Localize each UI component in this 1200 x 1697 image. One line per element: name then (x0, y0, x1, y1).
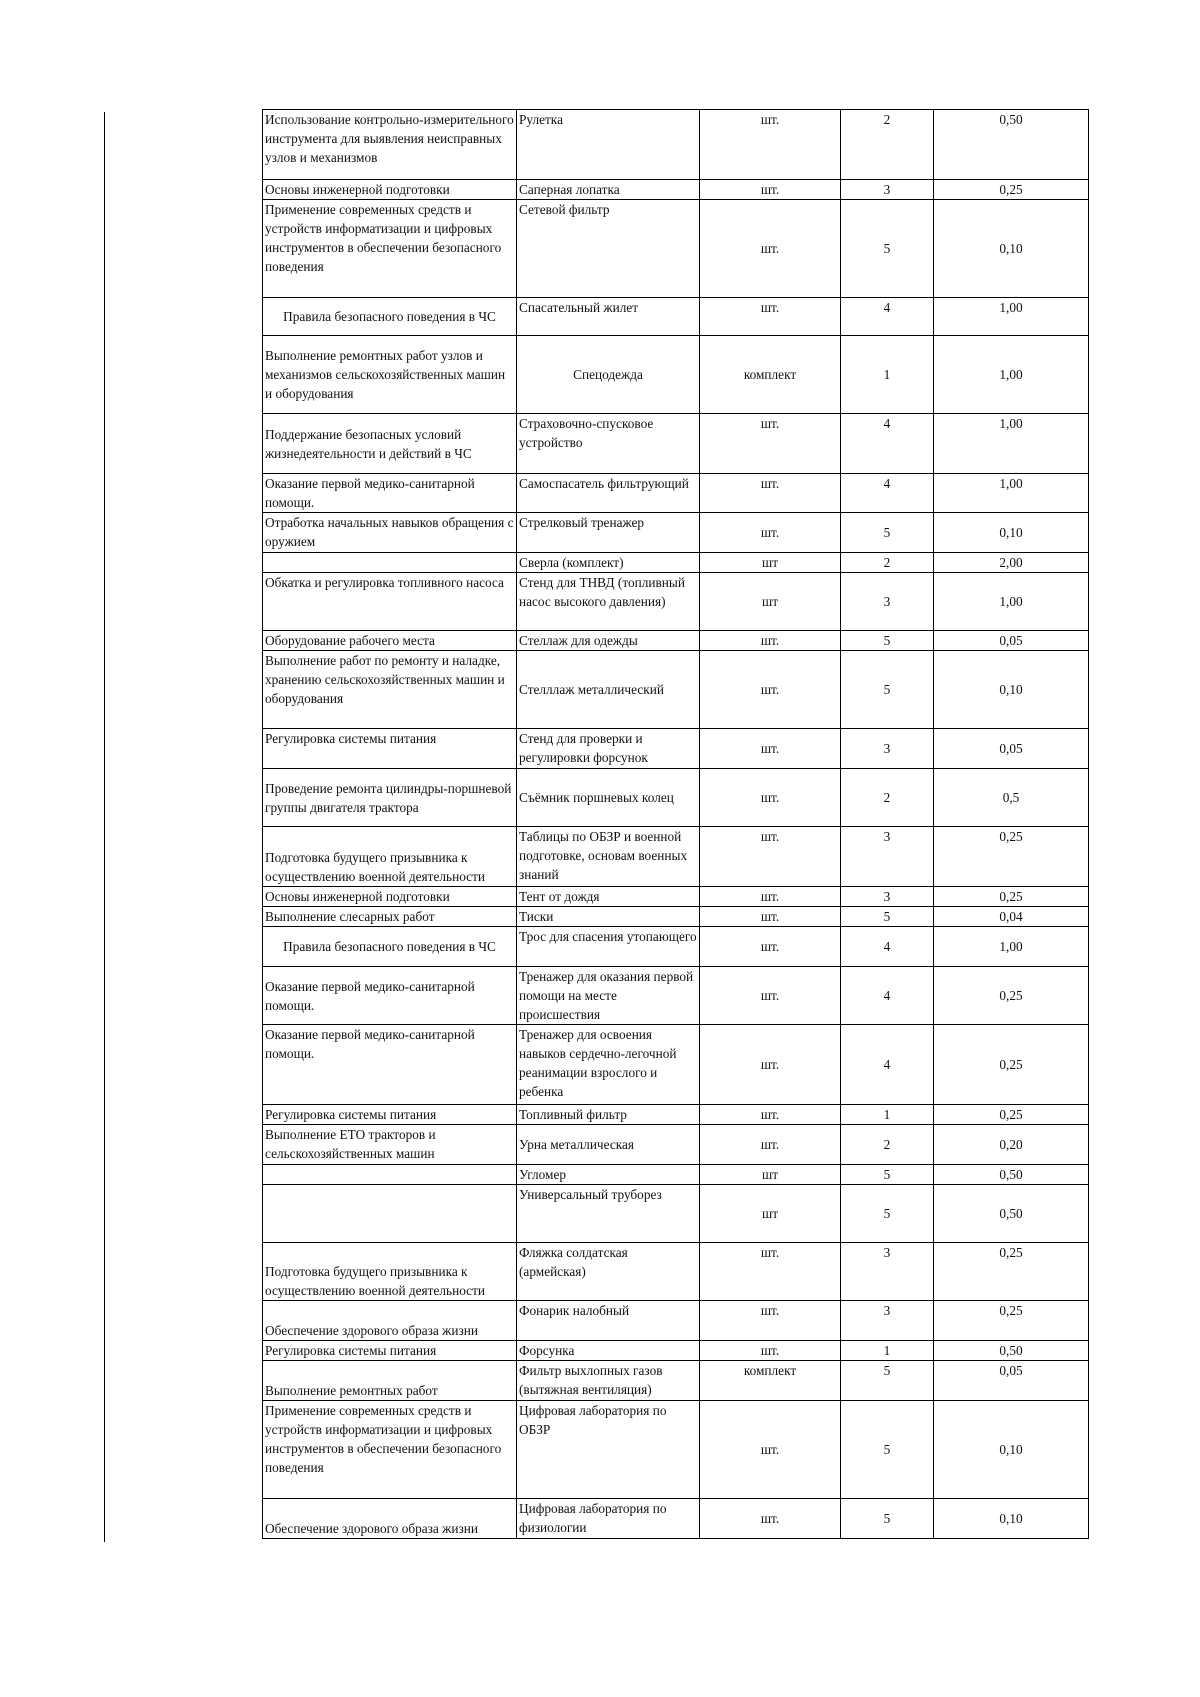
equipment-name-cell: Стеллаж для одежды (517, 631, 700, 651)
equipment-name-cell: Тент от дождя (517, 887, 700, 907)
unit-cell: шт (700, 553, 841, 573)
equipment-name-cell: Тренажер для оказания первой помощи на месте происшествия (517, 967, 700, 1025)
unit-cell: шт. (700, 631, 841, 651)
table-row (263, 887, 1089, 907)
activity-cell: Выполнение ЕТО тракторов и сельскохозяйственных машин (263, 1125, 517, 1165)
activity-cell: Проведение ремонта цилиндры-поршневой группы двигателя трактора (263, 769, 517, 827)
equipment-name-cell: Страховочно-спусковое устройство (517, 414, 700, 474)
unit-cell: шт. (700, 474, 841, 513)
table-row (263, 907, 1089, 927)
quantity-cell: 4 (841, 474, 934, 513)
quantity-cell: 5 (841, 907, 934, 927)
rate-cell: 0,10 (934, 651, 1089, 729)
unit-cell: шт. (700, 1341, 841, 1361)
quantity-cell: 3 (841, 573, 934, 631)
quantity-cell: 5 (841, 1499, 934, 1539)
activity-cell: Выполнение работ по ремонту и наладке, хранению сельскохозяйственных машин и оборудования (263, 651, 517, 729)
quantity-cell: 4 (841, 1025, 934, 1105)
table-row (263, 1105, 1089, 1125)
equipment-name-cell: Стенд для проверки и регулировки форсунок (517, 729, 700, 769)
page-margin-line (104, 112, 105, 1542)
unit-cell: шт. (700, 180, 841, 200)
quantity-cell: 2 (841, 553, 934, 573)
activity-cell: Подготовка будущего призывника к осуществлению военной деятельности (263, 1243, 517, 1301)
unit-cell: шт. (700, 967, 841, 1025)
equipment-name-cell: Цифровая лаборатория по физиологии (517, 1499, 700, 1539)
rate-cell: 1,00 (934, 927, 1089, 967)
unit-cell: шт. (700, 1301, 841, 1341)
table-row (263, 769, 1089, 827)
equipment-table (262, 109, 1089, 1539)
rate-cell: 0,25 (934, 1243, 1089, 1301)
quantity-cell: 3 (841, 729, 934, 769)
equipment-name-cell: Стенд для ТНВД (топливный насос высокого давления) (517, 573, 700, 631)
unit-cell: шт. (700, 1401, 841, 1499)
unit-cell: комплект (700, 336, 841, 414)
unit-cell: шт. (700, 1499, 841, 1539)
quantity-cell: 1 (841, 1341, 934, 1361)
equipment-name-cell: Стрелковый тренажер (517, 513, 700, 553)
activity-cell: Обеспечение здорового образа жизни (263, 1301, 517, 1341)
unit-cell: шт. (700, 907, 841, 927)
rate-cell: 1,00 (934, 474, 1089, 513)
table-row (263, 336, 1089, 414)
activity-cell: Применение современных средств и устройств информатизации и цифровых инструментов в обеспечении безопасного поведения (263, 200, 517, 298)
quantity-cell: 4 (841, 298, 934, 336)
activity-cell (263, 553, 517, 573)
equipment-name-cell: Тренажер для освоения навыков сердечно-легочной реанимации взрослого и ребенка (517, 1025, 700, 1105)
table-row (263, 1243, 1089, 1301)
activity-cell: Основы инженерной подготовки (263, 180, 517, 200)
rate-cell: 0,5 (934, 769, 1089, 827)
activity-cell: Оказание первой медико-санитарной помощи. (263, 474, 517, 513)
equipment-name-cell: Спецодежда (517, 336, 700, 414)
quantity-cell: 1 (841, 336, 934, 414)
unit-cell: шт. (700, 1125, 841, 1165)
activity-cell: Отработка начальных навыков обращения с оружием (263, 513, 517, 553)
quantity-cell: 5 (841, 631, 934, 651)
table-row (263, 1301, 1089, 1341)
activity-cell: Обеспечение здорового образа жизни (263, 1499, 517, 1539)
activity-cell: Правила безопасного поведения в ЧС (263, 927, 517, 967)
activity-cell: Оказание первой медико-санитарной помощи. (263, 967, 517, 1025)
activity-cell: Выполнение ремонтных работ (263, 1361, 517, 1401)
quantity-cell: 5 (841, 1185, 934, 1243)
table-row (263, 927, 1089, 967)
unit-cell: комплект (700, 1361, 841, 1401)
rate-cell: 0,50 (934, 110, 1089, 180)
quantity-cell: 5 (841, 1401, 934, 1499)
table-row (263, 827, 1089, 887)
quantity-cell: 1 (841, 1105, 934, 1125)
rate-cell: 0,25 (934, 180, 1089, 200)
unit-cell: шт. (700, 414, 841, 474)
equipment-name-cell: Трос для спасения утопающего (517, 927, 700, 967)
table-row (263, 1341, 1089, 1361)
rate-cell: 0,05 (934, 1361, 1089, 1401)
unit-cell: шт. (700, 110, 841, 180)
table-row (263, 1499, 1089, 1539)
table-row (263, 553, 1089, 573)
rate-cell: 0,50 (934, 1341, 1089, 1361)
unit-cell: шт. (700, 651, 841, 729)
rate-cell: 1,00 (934, 573, 1089, 631)
equipment-name-cell: Стелллаж металлический (517, 651, 700, 729)
unit-cell: шт. (700, 1243, 841, 1301)
activity-cell (263, 1165, 517, 1185)
unit-cell: шт. (700, 729, 841, 769)
table-row (263, 651, 1089, 729)
equipment-name-cell: Спасательный жилет (517, 298, 700, 336)
unit-cell: шт. (700, 1025, 841, 1105)
table-row (263, 1401, 1089, 1499)
table-row (263, 513, 1089, 553)
activity-cell: Оборудование рабочего места (263, 631, 517, 651)
activity-cell: Регулировка системы питания (263, 1105, 517, 1125)
quantity-cell: 4 (841, 967, 934, 1025)
equipment-name-cell: Саперная лопатка (517, 180, 700, 200)
rate-cell: 0,05 (934, 631, 1089, 651)
quantity-cell: 5 (841, 200, 934, 298)
activity-cell: Регулировка системы питания (263, 729, 517, 769)
quantity-cell: 5 (841, 1361, 934, 1401)
table-row (263, 298, 1089, 336)
unit-cell: шт (700, 1185, 841, 1243)
equipment-name-cell: Фильтр выхлопных газов (вытяжная вентиляция) (517, 1361, 700, 1401)
rate-cell: 0,25 (934, 967, 1089, 1025)
table-row (263, 631, 1089, 651)
table-row (263, 180, 1089, 200)
unit-cell: шт. (700, 887, 841, 907)
equipment-name-cell: Фляжка солдатская (армейская) (517, 1243, 700, 1301)
rate-cell: 1,00 (934, 336, 1089, 414)
activity-cell: Подготовка будущего призывника к осуществлению военной деятельности (263, 827, 517, 887)
equipment-name-cell: Тиски (517, 907, 700, 927)
unit-cell: шт. (700, 200, 841, 298)
equipment-name-cell: Фонарик налобный (517, 1301, 700, 1341)
quantity-cell: 2 (841, 769, 934, 827)
rate-cell: 0,25 (934, 1301, 1089, 1341)
quantity-cell: 4 (841, 414, 934, 474)
table-row (263, 1165, 1089, 1185)
quantity-cell: 5 (841, 651, 934, 729)
rate-cell: 0,05 (934, 729, 1089, 769)
activity-cell: Поддержание безопасных условий жизнедеятельности и действий в ЧС (263, 414, 517, 474)
equipment-name-cell: Урна металлическая (517, 1125, 700, 1165)
unit-cell: шт. (700, 769, 841, 827)
activity-cell: Применение современных средств и устройств информатизации и цифровых инструментов в обеспечении безопасного поведения (263, 1401, 517, 1499)
equipment-name-cell: Универсальный труборез (517, 1185, 700, 1243)
equipment-name-cell: Форсунка (517, 1341, 700, 1361)
table-row (263, 200, 1089, 298)
quantity-cell: 5 (841, 513, 934, 553)
activity-cell: Регулировка системы питания (263, 1341, 517, 1361)
rate-cell: 0,04 (934, 907, 1089, 927)
equipment-name-cell: Топливный фильтр (517, 1105, 700, 1125)
activity-cell: Оказание первой медико-санитарной помощи. (263, 1025, 517, 1105)
unit-cell: шт. (700, 827, 841, 887)
unit-cell: шт. (700, 927, 841, 967)
rate-cell: 0,10 (934, 200, 1089, 298)
quantity-cell: 2 (841, 1125, 934, 1165)
rate-cell: 0,25 (934, 1025, 1089, 1105)
quantity-cell: 3 (841, 1301, 934, 1341)
activity-cell (263, 1185, 517, 1243)
unit-cell: шт. (700, 513, 841, 553)
rate-cell: 0,10 (934, 1499, 1089, 1539)
quantity-cell: 3 (841, 827, 934, 887)
activity-cell: Обкатка и регулировка топливного насоса (263, 573, 517, 631)
rate-cell: 0,25 (934, 827, 1089, 887)
activity-cell: Использование контрольно-измерительного инструмента для выявления неисправных узлов и механизмов (263, 110, 517, 180)
unit-cell: шт. (700, 1105, 841, 1125)
activity-cell: Правила безопасного поведения в ЧС (263, 298, 517, 336)
rate-cell: 0,10 (934, 1401, 1089, 1499)
quantity-cell: 4 (841, 927, 934, 967)
table-row (263, 1125, 1089, 1165)
activity-cell: Выполнение слесарных работ (263, 907, 517, 927)
quantity-cell: 5 (841, 1165, 934, 1185)
quantity-cell: 3 (841, 180, 934, 200)
equipment-name-cell: Таблицы по ОБЗР и военной подготовке, основам военных знаний (517, 827, 700, 887)
unit-cell: шт. (700, 298, 841, 336)
table-row (263, 967, 1089, 1025)
activity-cell: Основы инженерной подготовки (263, 887, 517, 907)
table-row (263, 729, 1089, 769)
equipment-name-cell: Съёмник поршневых колец (517, 769, 700, 827)
rate-cell: 0,50 (934, 1185, 1089, 1243)
rate-cell: 1,00 (934, 414, 1089, 474)
rate-cell: 1,00 (934, 298, 1089, 336)
equipment-name-cell: Угломер (517, 1165, 700, 1185)
table-row (263, 474, 1089, 513)
table-row (263, 1185, 1089, 1243)
quantity-cell: 2 (841, 110, 934, 180)
rate-cell: 0,25 (934, 1105, 1089, 1125)
table-row (263, 1025, 1089, 1105)
equipment-name-cell: Сверла (комплект) (517, 553, 700, 573)
rate-cell: 0,25 (934, 887, 1089, 907)
unit-cell: шт (700, 1165, 841, 1185)
rate-cell: 2,00 (934, 553, 1089, 573)
unit-cell: шт (700, 573, 841, 631)
activity-cell: Выполнение ремонтных работ узлов и механизмов сельскохозяйственных машин и оборудования (263, 336, 517, 414)
table-row (263, 1361, 1089, 1401)
equipment-name-cell: Рулетка (517, 110, 700, 180)
quantity-cell: 3 (841, 1243, 934, 1301)
quantity-cell: 3 (841, 887, 934, 907)
equipment-name-cell: Сетевой фильтр (517, 200, 700, 298)
table-row (263, 414, 1089, 474)
table-row (263, 110, 1089, 180)
equipment-name-cell: Цифровая лаборатория по ОБЗР (517, 1401, 700, 1499)
rate-cell: 0,50 (934, 1165, 1089, 1185)
equipment-name-cell: Самоспасатель фильтрующий (517, 474, 700, 513)
table-row (263, 573, 1089, 631)
rate-cell: 0,20 (934, 1125, 1089, 1165)
rate-cell: 0,10 (934, 513, 1089, 553)
